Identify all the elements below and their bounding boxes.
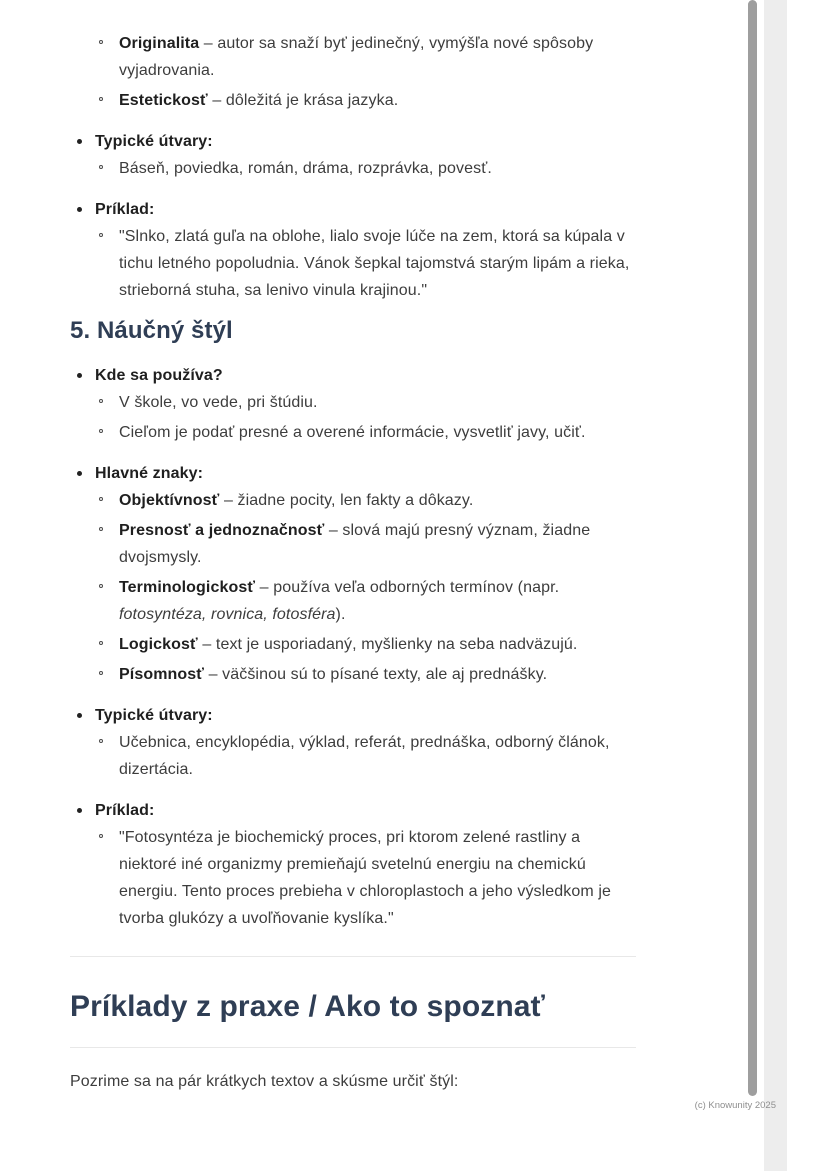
text-run: Cieľom je podať presné a overené informácie, vysvetliť javy, učiť. (119, 424, 586, 441)
text-run: – autor sa snaží byť jedinečný, vymýšľa nové spôsoby vyjadrovania. (119, 35, 594, 79)
sub-list-item (95, 661, 636, 688)
sub-list (95, 824, 636, 932)
sub-list-item (95, 824, 636, 932)
bullet-label: Príklad: (95, 802, 155, 819)
bullet-item (70, 128, 636, 182)
bullet-icon (77, 207, 82, 212)
sub-list-item (95, 487, 636, 514)
list-item-text (119, 631, 636, 658)
list-item-text (119, 729, 636, 783)
bullet-item (70, 797, 636, 932)
paragraph: Pozrime sa na pár krátkych textov a skúsme určiť štýl: (70, 1073, 459, 1090)
bullet-item (70, 196, 636, 304)
text-run: Učebnica, encyklopédia, výklad, referát, prednáška, odborný článok, dizertácia. (119, 734, 610, 778)
term-bold: Logickosť (119, 636, 198, 653)
page-heading: Príklady z praxe / Ako to spoznať (70, 987, 636, 1048)
term-bold: Terminologickosť (119, 579, 256, 596)
sub-list-item (95, 223, 636, 304)
sub-list (95, 487, 636, 688)
sub-list-item (95, 155, 636, 182)
list-item-text (119, 517, 636, 571)
copyright-watermark: (c) Knowunity 2025 (694, 1100, 776, 1111)
bullet-item (70, 362, 636, 446)
scrollbar-track[interactable] (764, 0, 787, 1171)
circle-bullet-icon (99, 40, 103, 44)
text-run: – väčšinou sú to písané texty, ale aj prednášky. (204, 666, 548, 683)
circle-bullet-icon (99, 429, 103, 433)
sub-list-item (95, 87, 636, 114)
list-item-text (119, 419, 636, 446)
text-run: V škole, vo vede, pri štúdiu. (119, 394, 318, 411)
sub-list-item (95, 419, 636, 446)
circle-bullet-icon (99, 834, 103, 838)
text-run: Báseň, poviedka, román, dráma, rozprávka, povesť. (119, 160, 492, 177)
sub-list-item (95, 729, 636, 783)
bullet-label: Typické útvary: (95, 707, 213, 724)
bullet-icon (77, 471, 82, 476)
circle-bullet-icon (99, 497, 103, 501)
list-item-text (119, 487, 636, 514)
text-run: – používa veľa odborných termínov (napr. (255, 579, 560, 596)
sub-list (95, 155, 636, 182)
circle-bullet-icon (99, 165, 103, 169)
sub-list-item (95, 631, 636, 658)
circle-bullet-icon (99, 97, 103, 101)
list-item-text (119, 574, 636, 628)
list-item-text (119, 389, 636, 416)
list-item-text (119, 661, 636, 688)
sub-list-item (95, 574, 636, 628)
sub-list (95, 729, 636, 783)
sub-list-item (95, 517, 636, 571)
circle-bullet-icon (99, 584, 103, 588)
text-run: "Slnko, zlatá guľa na oblohe, lialo svoje lúče na zem, ktorá sa kúpala v tichu letného popoludnia. Vánok šepkal tajomstvá starým lipám a rieka, strieborná stuha, sa lenivo vinula krajinou." (119, 228, 630, 299)
term-bold: Estetickosť (119, 92, 208, 109)
sub-list (95, 30, 636, 114)
list-item-text (119, 223, 636, 304)
list-item-text (119, 30, 636, 84)
bullet-label: Príklad: (95, 201, 155, 218)
sub-list-item (95, 389, 636, 416)
bullet-icon (77, 373, 82, 378)
bullet-item (70, 702, 636, 783)
document-content (70, 30, 636, 1095)
term-bold: Presnosť a jednoznačnosť (119, 522, 325, 539)
sub-list (95, 389, 636, 446)
term-bold: Objektívnosť (119, 492, 220, 509)
list-item-text (119, 87, 636, 114)
term-italic: fotosyntéza, rovnica, fotosféra (119, 606, 336, 623)
bullet-label: Kde sa používa? (95, 367, 223, 384)
circle-bullet-icon (99, 671, 103, 675)
bullet-icon (77, 139, 82, 144)
sub-list (95, 223, 636, 304)
scrollbar-thumb[interactable] (748, 0, 757, 1096)
circle-bullet-icon (99, 641, 103, 645)
circle-bullet-icon (99, 233, 103, 237)
text-run: – slová majú presný význam, žiadne dvojsmysly. (119, 522, 591, 566)
sub-list-item (95, 30, 636, 84)
circle-bullet-icon (99, 399, 103, 403)
bullet-label: Typické útvary: (95, 133, 213, 150)
text-run: ). (335, 606, 346, 623)
text-run: "Fotosyntéza je biochemický proces, pri ktorom zelené rastliny a niektoré iné organizmy premieňajú svetelnú energiu na chemickú energiu. Tento proces prebieha v chloroplastoch a jeho výsledkom je tvorba glukózy a uvoľňovanie kyslíka." (119, 829, 612, 927)
divider (70, 956, 636, 957)
term-bold: Písomnosť (119, 666, 205, 683)
bullet-item (70, 460, 636, 688)
bullet-icon (77, 713, 82, 718)
term-bold: Originalita (119, 35, 200, 52)
text-run: – dôležitá je krása jazyka. (207, 92, 399, 109)
section-heading: 5. Náučný štýl (70, 317, 233, 344)
text-run: – text je usporiadaný, myšlienky na seba nadväzujú. (197, 636, 578, 653)
circle-bullet-icon (99, 527, 103, 531)
circle-bullet-icon (99, 739, 103, 743)
text-run: – žiadne pocity, len fakty a dôkazy. (219, 492, 474, 509)
bullet-icon (77, 808, 82, 813)
bullet-label: Hlavné znaky: (95, 465, 204, 482)
list-item-text (119, 155, 636, 182)
list-item-text (119, 824, 636, 932)
